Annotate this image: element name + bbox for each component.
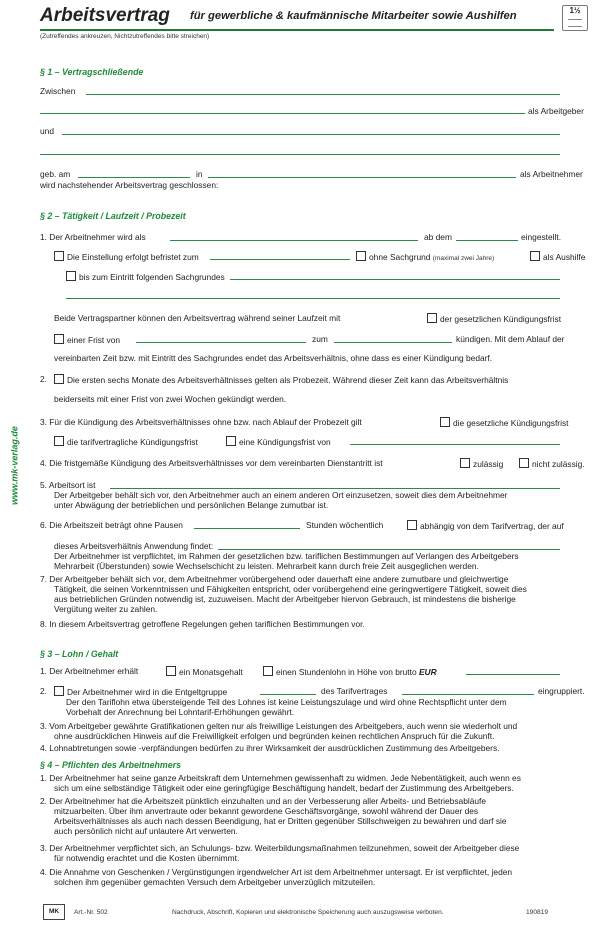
- form-subtitle: für gewerbliche & kaufmännische Mitarbeiter sowie Aushilfen: [190, 10, 517, 22]
- regelungen-text: 8. In diesem Arbeitsvertrag getroffene Regelungen gehen tariflichen Bestimmungen vor.: [40, 619, 365, 629]
- entgeltgruppe-checkbox[interactable]: [54, 686, 64, 696]
- option-befristet: [54, 251, 199, 262]
- befristet-checkbox[interactable]: [54, 251, 64, 261]
- option-aushilfe: [530, 251, 585, 262]
- frist-zum-field[interactable]: [334, 342, 452, 343]
- und-label: und: [40, 126, 54, 136]
- employer-label: als Arbeitgeber: [528, 106, 584, 116]
- option-monatsgehalt: [166, 666, 243, 677]
- aushilfe-label: als Aushilfe: [543, 252, 586, 262]
- contract-closing-text: wird nachstehender Arbeitsvertrag geschlossen:: [40, 180, 219, 190]
- pflicht-4-text-1: 4. Die Annahme von Geschenken / Vergünstigungen irgendwelcher Art ist dem Arbeitnehmer untersagt. Er ist verpflichtet, jeden: [40, 867, 513, 877]
- pflicht-4-text-2: solchen ihm gegenüber gemachten Versuch dem Arbeitgeber unverzüglich mitzuteilen.: [54, 877, 376, 887]
- gesetzlich-2-label: die gesetzliche Kündigungsfrist: [453, 418, 569, 428]
- arbeitszeit-label: 6. Die Arbeitszeit beträgt ohne Pausen: [40, 520, 183, 530]
- zwischen-label: Zwischen: [40, 86, 76, 96]
- stundenlohn-checkbox[interactable]: [263, 666, 273, 676]
- tarif-anwendung-field[interactable]: [218, 549, 560, 550]
- lohn-label: 1. Der Arbeitnehmer erhält: [40, 666, 139, 676]
- option-eigene-frist: [226, 436, 331, 447]
- probezeit-text-2: beiderseits mit einer Frist von zwei Wochen gekündigt werden.: [54, 394, 287, 404]
- entgeltgruppe-field[interactable]: [260, 694, 316, 695]
- befristet-label: Die Einstellung erfolgt befristet zum: [67, 252, 199, 262]
- copyright-notice: Nachdruck, Abschrift, Kopieren und elektronische Speicherung auch auszugsweise verboten.: [172, 909, 444, 916]
- nicht-zulaessig-label: nicht zulässig.: [532, 459, 585, 469]
- option-nicht-zulaessig: [519, 458, 585, 469]
- taetigkeit-text-4: Vergütung weiter zu zahlen.: [54, 604, 158, 614]
- tarif-arbeitszeit-label: abhängig von dem Tarifvertrag, der auf: [420, 521, 564, 531]
- tariflohn-text-1: Der den Tariflohn etwa übersteigende Teil des Lohnes ist keine Leistungszulage und wird ohne Rechtspflicht unter dem: [66, 697, 507, 707]
- frist-field[interactable]: [136, 342, 306, 343]
- befristet-date-field[interactable]: [210, 259, 350, 260]
- probezeit-checkbox[interactable]: [54, 374, 64, 384]
- tarif-label: die tarifvertragliche Kündigungsfrist: [67, 437, 198, 447]
- section-1-heading: § 1 – Vertragschließende: [40, 67, 144, 77]
- start-date-field[interactable]: [456, 240, 518, 241]
- aushilfe-checkbox[interactable]: [530, 251, 540, 261]
- ohne-sachgrund-label: ohne Sachgrund: [369, 252, 431, 262]
- zulaessig-checkbox[interactable]: [460, 458, 470, 468]
- taetigkeit-text-3: aus betrieblichen Gründen notwendig ist, zuzuweisen. Macht der Arbeitgeber hiervon Gebrauch, ist mindestens die bisherige: [54, 594, 516, 604]
- lohn-amount-field[interactable]: [466, 674, 560, 675]
- section-2-heading: § 2 – Tätigkeit / Laufzeit / Probezeit: [40, 211, 186, 221]
- pflicht-2-text-2: mitzuarbeiten. Über ihm anvertraute oder bekannt gewordene Geschäftsvorgänge, sowohl während der Dauer des: [54, 806, 479, 816]
- frist-label: einer Frist von: [67, 335, 121, 345]
- nicht-zulaessig-checkbox[interactable]: [519, 458, 529, 468]
- sachgrund-field-2[interactable]: [66, 298, 560, 299]
- ohne-sachgrund-note: (maximal zwei Jahre): [432, 255, 495, 262]
- option-gesetzlich-2: [440, 417, 568, 428]
- frist-checkbox[interactable]: [54, 334, 64, 344]
- eingestellt-label: eingestellt.: [521, 232, 562, 242]
- probezeit-number: 2.: [40, 374, 47, 384]
- eigene-frist-field[interactable]: [350, 444, 560, 445]
- gesetzlich-1-checkbox[interactable]: [427, 313, 437, 323]
- dienstantritt-text: 4. Die fristgemäße Kündigung des Arbeitsverhältnisses vor dem vereinbarten Dienstantritt ist: [40, 458, 383, 468]
- option-stundenlohn: [263, 666, 437, 677]
- pflicht-2-text-3: Arbeitsverhältnisses als auch nach dessen Beendigung, hat er Dritten gegenüber Stillschweigen zu bewahren und darf sie: [54, 816, 507, 826]
- ohne-sachgrund-checkbox[interactable]: [356, 251, 366, 261]
- pflicht-1-text-2: sich um eine selbständige Tätigkeit oder eine geringfügige Beschäftigung handelt, bedarf der Zustimmung des Arbeitgebers.: [54, 783, 514, 793]
- birthdate-label: geb. am: [40, 169, 71, 179]
- birthdate-field[interactable]: [78, 177, 190, 178]
- gratifikation-text-1: 3. Vom Arbeitgeber gewährte Gratifikationen gelten nur als freiwillige Leistungen des Arbeitgebers, auch wenn sie wiederholt und: [40, 721, 518, 731]
- publisher-url: www.mk-verlag.de: [9, 426, 20, 505]
- monatsgehalt-checkbox[interactable]: [166, 666, 176, 676]
- page-count-label: 1½: [569, 6, 581, 15]
- employee-label: als Arbeitnehmer: [520, 169, 583, 179]
- option-entgeltgruppe: [54, 686, 227, 697]
- eigene-frist-checkbox[interactable]: [226, 436, 236, 446]
- gesetzlich-2-checkbox[interactable]: [440, 417, 450, 427]
- instruction-note: (Zutreffendes ankreuzen, Nichtzutreffendes bitte streichen): [40, 33, 210, 40]
- eigene-frist-label: eine Kündigungsfrist von: [239, 437, 331, 447]
- lohnabtretung-text: 4. Lohnabtretungen sowie -verpfändungen bedürfen zu ihrer Wirksamkeit der ausdrücklichen Zustimmung des Arbeitgebers.: [40, 743, 500, 753]
- tarif-arbeitszeit-checkbox[interactable]: [407, 520, 417, 530]
- stunden-label: Stunden wöchentlich: [306, 520, 384, 530]
- zulaessig-label: zulässig: [473, 459, 504, 469]
- publisher-logo: MK: [43, 904, 65, 920]
- option-gesetzlich-1: [427, 313, 561, 324]
- taetigkeit-text-2: Tätigkeit, die seinen Vorkenntnissen und Fähigkeiten entspricht, oder vorübergehend eine geringwertigere Tätigkeit, soweit dies: [54, 584, 527, 594]
- page-count-badge: [562, 5, 588, 31]
- option-zulaessig: [460, 458, 503, 469]
- tariflohn-text-2: Vorbehalt der Anrechnung bei Lohntarif-Erhöhungen gewährt.: [66, 707, 295, 717]
- birthplace-field[interactable]: [208, 177, 516, 178]
- entgelt-number: 2.: [40, 686, 47, 696]
- tarif-checkbox[interactable]: [54, 436, 64, 446]
- arbeitsort-label: 5. Arbeitsort ist: [40, 480, 96, 490]
- mehrarbeit-text-2: Mehrarbeit (Überstunden) sowie Wechselschicht zu leisten. Mehrarbeit kann durch freie Zeit ausgeglichen werden.: [54, 561, 479, 571]
- kuendigung-text-1: Beide Vertragspartner können den Arbeitsvertrag während seiner Laufzeit mit: [54, 313, 341, 323]
- tarifvertrag-field[interactable]: [402, 694, 534, 695]
- article-number: Art.-Nr. 502: [74, 909, 108, 916]
- pflicht-1-text-1: 1. Der Arbeitnehmer hat seine ganze Arbeitskraft dem Unternehmen gewissenhaft zu widmen. Jede Nebentätigkeit, auch wenn es: [40, 773, 521, 783]
- probezeit-label: Die ersten sechs Monate des Arbeitsverhältnisses gelten als Probezeit. Während dieser Zeit kann das Arbeitsverhältnis: [67, 375, 509, 385]
- birthplace-label: in: [196, 169, 203, 179]
- gesetzlich-1-label: der gesetzlichen Kündigungsfrist: [440, 314, 562, 324]
- sachgrund-checkbox[interactable]: [66, 271, 76, 281]
- arbeitsort-text-2: unter Abwägung der betrieblichen und persönlichen Belange zumutbar ist.: [54, 500, 329, 510]
- title-divider: [40, 29, 554, 31]
- form-code: 190819: [526, 909, 549, 916]
- arbeitsort-text-1: Der Arbeitgeber behält sich vor, den Arbeitnehmer auch an einem anderen Ort einzusetzen, soweit dies dem Arbeitnehmer: [54, 490, 508, 500]
- option-tarif: [54, 436, 198, 447]
- pflicht-2-text-1: 2. Der Arbeitnehmer hat die Arbeitszeit pünktlich einzuhalten und an der Verbesserung aller Arbeits- und Betriebsabläufe: [40, 796, 487, 806]
- option-frist: [54, 334, 120, 345]
- position-label: 1. Der Arbeitnehmer wird als: [40, 232, 146, 242]
- eingruppiert-label: eingruppiert.: [538, 686, 585, 696]
- currency-label: EUR: [418, 667, 437, 677]
- tarifvertrag-label: des Tarifvertrages: [321, 686, 388, 696]
- pflicht-3-text-1: 3. Der Arbeitnehmer verpflichtet sich, an Schulungs- bzw. Weiterbildungsmaßnahmen teilzunehmen, soweit der Arbeitgeber diese: [40, 843, 520, 853]
- kuendigung-text-3: 3. Für die Kündigung des Arbeitsverhältnisses ohne bzw. nach Ablauf der Probezeit gilt: [40, 417, 362, 427]
- taetigkeit-text-1: 7. Der Arbeitgeber behält sich vor, dem Arbeitnehmer vorübergehend oder dauerhaft eine andere zumutbare und gleichwertige: [40, 574, 509, 584]
- arbeitsort-field[interactable]: [110, 488, 560, 489]
- option-sachgrund: [66, 271, 225, 282]
- sachgrund-field[interactable]: [230, 279, 560, 280]
- gratifikation-text-2: ohne ausdrücklichen Hinweis auf die Freiwilligkeit erfolgen und begründen keinen rechtlichen Anspruch für die Zukunft.: [54, 731, 495, 741]
- option-probezeit: [54, 374, 508, 385]
- mehrarbeit-text-1: Der Arbeitnehmer ist verpflichtet, im Rahmen der gesetzlichen bzw. tariflichen Bestimmungen auf Verlangen des Arbeitgebers: [54, 551, 519, 561]
- stundenlohn-label: einen Stundenlohn in Höhe von brutto: [276, 667, 417, 677]
- employer-name-field[interactable]: [86, 94, 560, 95]
- arbeitszeit-field[interactable]: [194, 528, 300, 529]
- section-3-heading: § 3 – Lohn / Gehalt: [40, 649, 119, 659]
- badge-lines-icon: [568, 19, 582, 27]
- position-field[interactable]: [170, 240, 418, 241]
- tarif-anwendung-label: dieses Arbeitsverhältnis Anwendung findet:: [54, 541, 214, 551]
- form-title: Arbeitsvertrag: [40, 5, 170, 26]
- option-tarif-arbeitszeit: [407, 520, 564, 531]
- entgeltgruppe-label: Der Arbeitnehmer wird in die Entgeltgruppe: [67, 687, 228, 697]
- kuendigen-label: kündigen. Mit dem Ablauf der: [456, 334, 565, 344]
- sachgrund-label: bis zum Eintritt folgenden Sachgrundes: [79, 272, 225, 282]
- frist-zum-label: zum: [312, 334, 328, 344]
- employer-address-field[interactable]: [40, 113, 525, 114]
- monatsgehalt-label: ein Monatsgehalt: [179, 667, 243, 677]
- section-4-heading: § 4 – Pflichten des Arbeitnehmers: [40, 760, 181, 770]
- vereinbarte-zeit-text: vereinbarten Zeit bzw. mit Eintritt des Sachgrundes endet das Arbeitsverhältnis, ohne dass es einer Kündigung bedarf.: [54, 353, 493, 363]
- pflicht-3-text-2: für notwendig erachtet und die Kosten übernimmt.: [54, 853, 240, 863]
- employee-address-field[interactable]: [40, 154, 560, 155]
- pflicht-2-text-4: auch persönlich nicht auf unlautere Art verwerten.: [54, 826, 238, 836]
- employee-name-field[interactable]: [62, 134, 560, 135]
- option-ohne-sachgrund: [356, 251, 494, 263]
- start-date-label: ab dem: [424, 232, 452, 242]
